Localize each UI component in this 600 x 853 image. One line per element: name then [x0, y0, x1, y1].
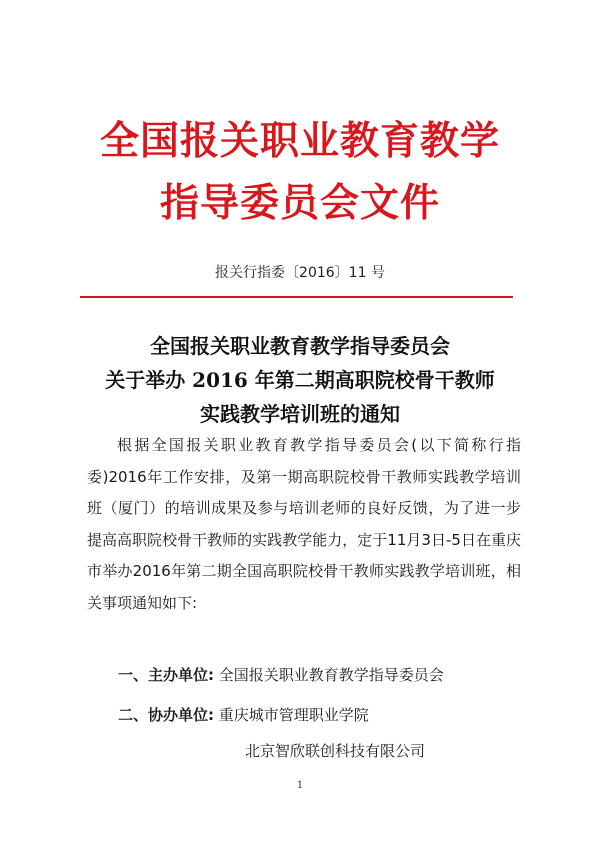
red-divider-rule — [80, 296, 513, 298]
notice-title-line-3: 实践教学培训班的通知 — [200, 402, 400, 426]
notice-title-line-1: 全国报关职业教育教学指导委员会 — [150, 334, 450, 358]
header-title-line-1: 全国报关职业教育教学 — [99, 118, 500, 164]
notice-title-line-2: 关于举办 2016 年第二期高职院校骨干教师 — [105, 368, 495, 392]
co-organizer-item — [118, 704, 369, 725]
header-title-line-2: 指导委员会文件 — [159, 180, 440, 226]
co-organizer-label: 二、协办单位: — [118, 706, 214, 724]
organizer-item — [118, 664, 444, 685]
co-organizer-item-2 — [245, 740, 425, 761]
co-organizer-value: 重庆城市管理职业学院 — [218, 706, 369, 724]
page-number: 1 — [296, 780, 304, 791]
organizer-value: 全国报关职业教育教学指导委员会 — [218, 666, 444, 684]
co-organizer-value-2: 北京智欣联创科技有限公司 — [245, 742, 426, 760]
document-number: 报关行指委〔2016〕11 号 — [215, 265, 385, 281]
organizer-label: 一、主办单位: — [118, 666, 214, 684]
body-paragraph: 根据全国报关职业教育教学指导委员会(以下简称行指委)2016年工作安排，及第一期高职院校骨干教师实践教学培训班（厦门）的培训成果及参与培训老师的良好反馈，为了进一步提高高职院校骨干教师的实践教学能力，定于11月3日-5日在重庆市举办2016年第二期全国高职院校骨干教师实践教学培训班，相关事项通知如下: — [87, 436, 521, 612]
